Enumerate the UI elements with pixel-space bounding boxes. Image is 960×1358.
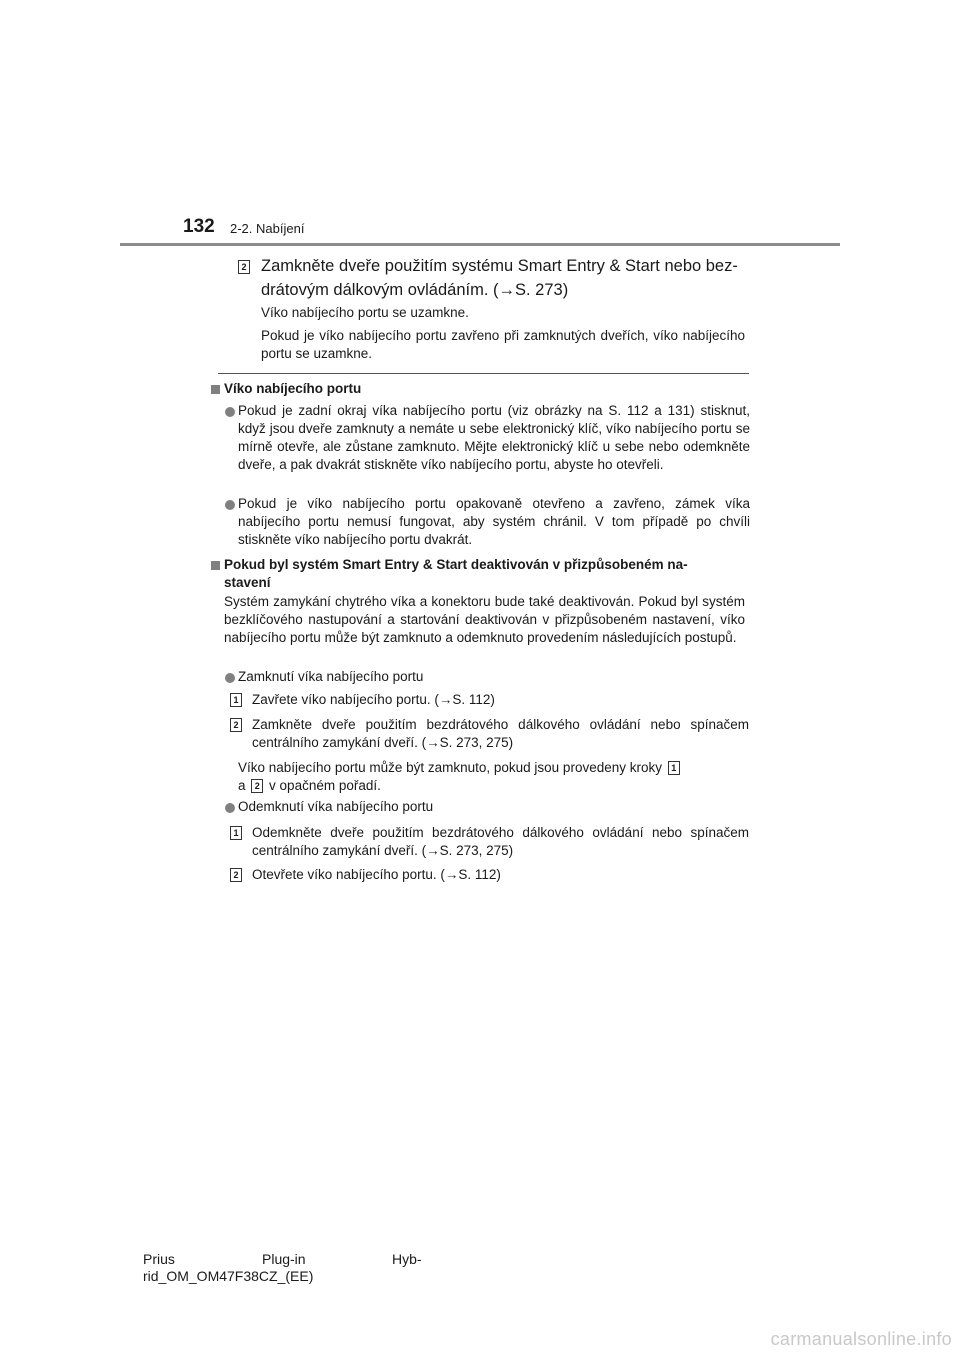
- header-divider: [120, 243, 840, 246]
- step-number-box: 1: [230, 826, 242, 840]
- step-text: Zamkněte dveře použitím bezdrátového dálkového ovládání nebo spínačem centrálního zamykání dveří. (→S. 273, 275): [252, 717, 749, 750]
- watermark: carmanualsonline.info: [770, 1329, 952, 1349]
- step-text: Odemkněte dveře použitím bezdrátového dálkového ovládání nebo spínačem centrálního zamykání dveří. (→S. 273, 275): [252, 825, 749, 858]
- bullet-text: Pokud je víko nabíjecího portu opakovaně otevřeno a zavřeno, zámek víka nabíjecího portu nemusí fungovat, aby systém chránil. V tom případě po chvíli stiskněte víko nabíjecího portu dvakrát.: [238, 496, 750, 547]
- footer-model: Prius: [143, 1251, 175, 1267]
- bullet-text: Zamknutí víka nabíjecího portu: [238, 669, 424, 684]
- step-instruction-line2: drátovým dálkovým ovládáním. (→S. 273): [261, 281, 569, 299]
- footer-model: Plug-in: [262, 1251, 306, 1267]
- step-number-box: 2: [251, 779, 263, 793]
- step-text: Otevřete víko nabíjecího portu. (→S. 112): [252, 867, 501, 882]
- subsection-title-line2: stavení: [224, 575, 271, 590]
- section-divider: [218, 373, 749, 374]
- step-instruction-line1: Zamkněte dveře použitím systému Smart Entry & Start nebo bez-: [261, 257, 738, 275]
- square-bullet-icon: [211, 561, 220, 570]
- footer-doc-code: rid_OM_OM47F38CZ_(EE): [143, 1268, 314, 1284]
- step-note-text: Víko nabíjecího portu může být zamknuto, pokud jsou provedeny kroky: [238, 760, 662, 775]
- step-number-box: 1: [230, 693, 242, 707]
- page-number: 132: [183, 216, 215, 237]
- circle-bullet-icon: [225, 803, 235, 813]
- bullet-text: Odemknutí víka nabíjecího portu: [238, 799, 434, 814]
- circle-bullet-icon: [225, 407, 235, 417]
- step-number-box: 1: [668, 761, 680, 775]
- subsection-title: Víko nabíjecího portu: [224, 381, 362, 396]
- subsection-title-line1: Pokud byl systém Smart Entry & Start deaktivován v přizpůsobeném na-: [224, 557, 688, 572]
- step-number-box: 2: [230, 718, 242, 732]
- step-note-2: Pokud je víko nabíjecího portu zavřeno při zamknutých dveřích, víko nabíjecího portu se uzamkne.: [261, 328, 745, 361]
- step-text: Zavřete víko nabíjecího portu. (→S. 112): [252, 692, 495, 707]
- step-instruction: [261, 254, 751, 302]
- bullet-text: Pokud je zadní okraj víka nabíjecího portu (viz obrázky na S. 112 a 131) stisknut, když jsou dveře zamknuty a nemáte u sebe elektronický klíč, víko nabíjecího portu se mírně otevře, ale zůstane zamknuto. Mějte elektronický klíč u sebe nebo odemkněte dveře, a pak dvakrát stiskněte víko nabíjecího portu, abyste ho otevřeli.: [238, 403, 750, 472]
- subsection-intro: Systém zamykání chytrého víka a konektoru bude také deaktivován. Pokud byl systém bezklíčového nastupování a startování deaktivován v přizpůsobeném nastavení, víko nabíjecího portu může být zamknuto a odemknuto provedením následujících postupů.: [224, 594, 745, 645]
- step-note-1: Víko nabíjecího portu se uzamkne.: [261, 305, 469, 320]
- step-note-text: v opačném pořadí.: [269, 778, 381, 793]
- footer-model: Hyb-: [392, 1251, 422, 1267]
- step-note: [238, 759, 748, 795]
- square-bullet-icon: [211, 385, 220, 394]
- step-note-text: a: [238, 778, 246, 793]
- subsection-title: [224, 556, 751, 592]
- circle-bullet-icon: [225, 500, 235, 510]
- section-title: 2-2. Nabíjení: [230, 221, 305, 236]
- step-number-box: 2: [238, 260, 250, 274]
- step-number-box: 2: [230, 868, 242, 882]
- circle-bullet-icon: [225, 673, 235, 683]
